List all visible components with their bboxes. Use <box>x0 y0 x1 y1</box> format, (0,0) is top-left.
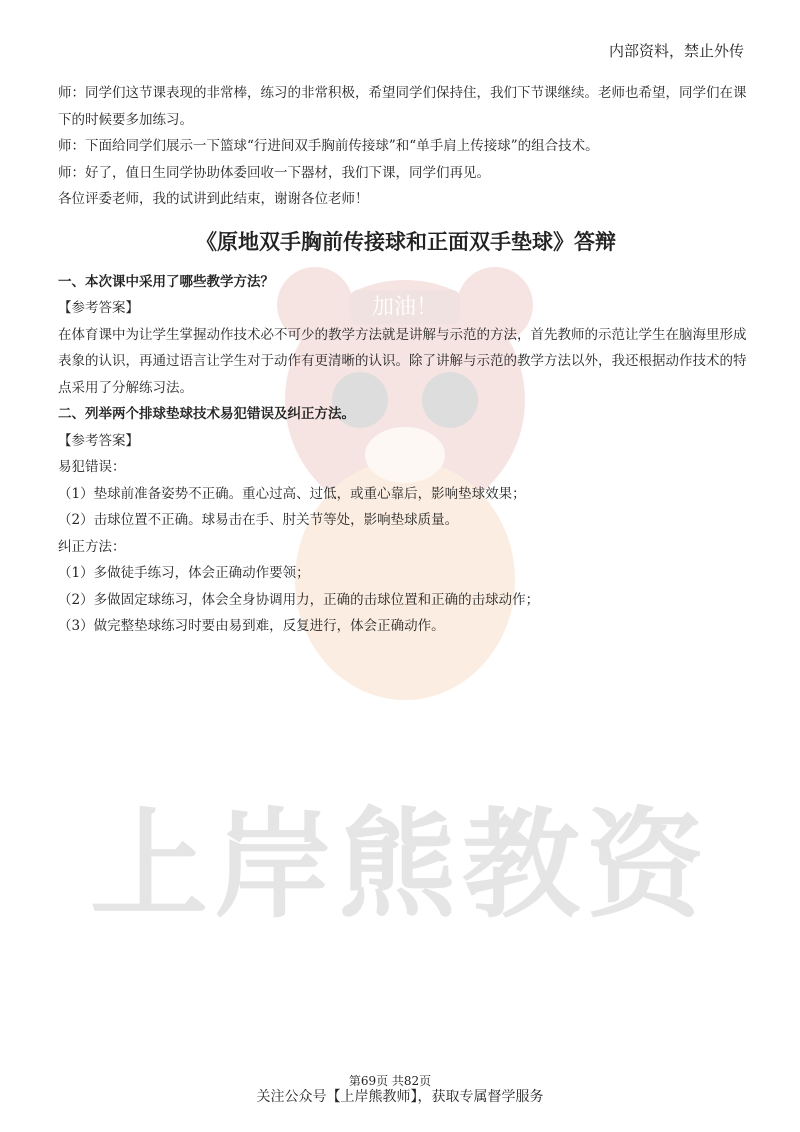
fix-item: （1）多做徒手练习，体会正确动作要领； <box>58 565 310 581</box>
answer-label-2: 【参考答案】 <box>58 432 139 449</box>
footer-note: 关注公众号【上岸熊教师】，获取专属督学服务 <box>256 1089 544 1105</box>
fix-item: （3）做完整垫球练习时要由易到难，反复进行，体会正确动作。 <box>58 618 445 634</box>
errors-label: 易犯错误： <box>58 459 126 475</box>
watermark-text: 上岸熊教资 <box>89 796 710 934</box>
page-footer <box>0 1075 800 1107</box>
intro-line: 师：好了，值日生同学协助体委回收一下器材，我们下课，同学们再见。 <box>58 164 490 181</box>
error-item: （1）垫球前准备姿势不正确。重心过高、过低，或重心靠后，影响垫球效果； <box>58 485 526 502</box>
page-title: 《原地双手胸前传接球和正面双手垫球》答辩 <box>196 229 616 254</box>
intro-line: 各位评委老师，我的试讲到此结束，谢谢各位老师！ <box>58 191 369 207</box>
svg-text:加油！: 加油！ <box>371 295 439 320</box>
intro-line: 师：同学们这节课表现的非常棒，练习的非常积极，希望同学们保持住，我们下节课继续。老师也希望，同学们在课下的时候要多加练习。 <box>58 85 747 128</box>
document-body <box>58 80 754 640</box>
page-number: 第69页 共82页 <box>348 1074 432 1088</box>
fixes-label: 纠正方法： <box>58 538 126 555</box>
fix-item: （2）多做固定球练习，体会全身协调用力，正确的击球位置和正确的击球动作； <box>58 591 540 608</box>
intro-line: 师：下面给同学们展示一下篮球“行进间双手胸前传接球”和“单手肩上传接球”的组合技术。 <box>58 138 599 154</box>
error-item: （2）击球位置不正确。球易击在手、肘关节等处，影响垫球质量。 <box>58 512 459 528</box>
confidential-note: 内部资料，禁止外传 <box>608 42 744 60</box>
answer-1: 在体育课中为让学生掌握动作技术必不可少的教学方法就是讲解与示范的方法，首先教师的示范让学生在脑海里形成表象的认识，再通过语言让学生对于动作有更清晰的认识。除了讲解与示范的教学方法以外，我还根据动作技术的特点采用了分解练习法。 <box>58 326 747 396</box>
question-2: 二、列举两个排球垫球技术易犯错误及纠正方法。 <box>58 406 355 422</box>
answer-label-1: 【参考答案】 <box>58 300 139 316</box>
question-1: 一、本次课中采用了哪些教学方法？ <box>58 273 274 290</box>
